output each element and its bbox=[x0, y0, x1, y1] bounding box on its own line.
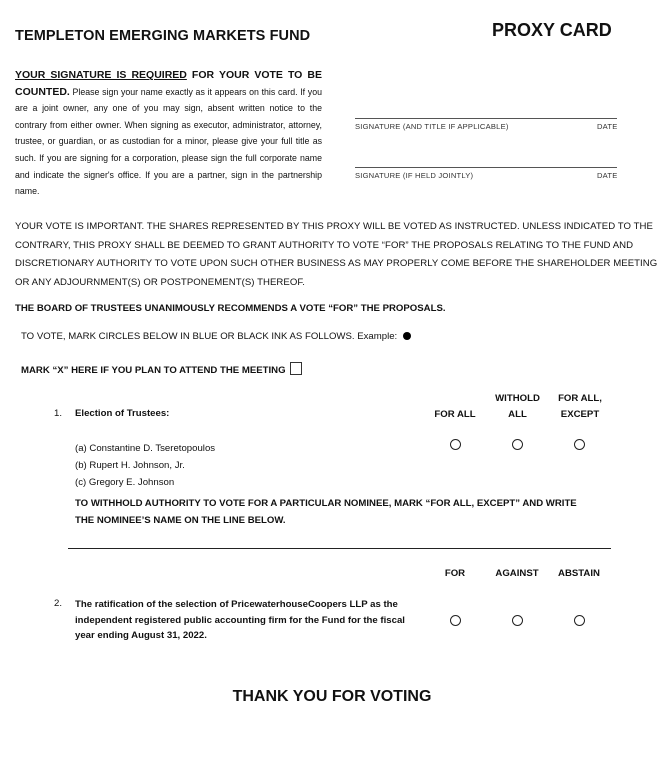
proposal-1-number: 1. bbox=[54, 408, 63, 419]
nominee-exception-line[interactable] bbox=[68, 548, 611, 549]
proposal-2-for-circle[interactable] bbox=[450, 615, 461, 626]
withhold-all-header: WITHOLD ALL bbox=[495, 393, 540, 420]
vote-important-paragraph: YOUR VOTE IS IMPORTANT. THE SHARES REPRESENTED BY THIS PROXY WILL BE VOTED AS INSTRUCTED. UNLESS INDICATED TO THE CONTRARY, THIS PROXY SHALL BE DEEMED TO GRANT AUTHORITY TO VOTE “FOR” THE PROPOSALS RELATING TO THE FUND AND DISCRETIONARY AUTHORITY TO VOTE UPON SUCH OTHER BUSINESS AS MAY PROPERLY COME BEFORE THE SHAREHOLDER MEETING OR ANY ADJOURNMENT(S) OR POSTPONEMENT(S) THEREOF. bbox=[15, 221, 658, 288]
proposal-2-label: The ratification of the selection of PricewaterhouseCoopers LLP as the independent registered public accounting firm for the Fund for the fiscal year ending August 31, 2022. bbox=[75, 599, 405, 642]
proposal-2-abstain-circle[interactable] bbox=[574, 615, 585, 626]
signature-instructions-body: Please sign your name exactly as it appears on this card. If you are a joint owner, any one of you may sign, absent written notice to the contrary from either owner. When signing as executor, administrator, attorney, trustee, or guardian, or as custodian for a minor, please give your full title as such. If you are signing for a corporation, please sign the full corporate name and indicate the signer's office. If you are a partner, sign in the partnership name. bbox=[15, 86, 322, 197]
for-all-header: FOR ALL bbox=[434, 409, 476, 420]
attend-meeting-checkbox[interactable] bbox=[290, 362, 302, 375]
proposal-2-against-circle[interactable] bbox=[512, 615, 523, 626]
date-label-1: DATE bbox=[597, 122, 618, 131]
fund-name: TEMPLETON EMERGING MARKETS FUND bbox=[15, 28, 311, 44]
card-title: PROXY CARD bbox=[492, 20, 612, 40]
for-header: FOR bbox=[444, 568, 466, 579]
filled-circle-example-icon bbox=[403, 332, 411, 340]
proposal-1-for-all-circle[interactable] bbox=[450, 439, 461, 450]
signature-instructions bbox=[15, 67, 322, 200]
attend-meeting bbox=[21, 362, 302, 376]
against-header: AGAINST bbox=[495, 568, 539, 579]
for-all-except-header: FOR ALL, EXCEPT bbox=[558, 393, 602, 420]
vote-instructions-text: TO VOTE, MARK CIRCLES BELOW IN BLUE OR BLACK INK AS FOLLOWS. Example: bbox=[21, 331, 398, 342]
thank-you-footer: THANK YOU FOR VOTING bbox=[232, 688, 432, 705]
signature-line-2-label: SIGNATURE (IF HELD JOINTLY) bbox=[355, 171, 474, 180]
proposal-1-withhold-all-circle[interactable] bbox=[512, 439, 523, 450]
nominee-a: (a) Constantine D. Tseretopoulos bbox=[75, 443, 216, 454]
proposal-1-label: Election of Trustees: bbox=[75, 408, 170, 419]
abstain-header: ABSTAIN bbox=[558, 568, 600, 579]
attend-meeting-label: MARK “X” HERE IF YOU PLAN TO ATTEND THE MEETING bbox=[21, 365, 286, 376]
signature-line-1[interactable] bbox=[355, 118, 617, 119]
signature-required-notice: YOUR SIGNATURE IS REQUIRED FOR YOUR VOTE TO BE COUNTED. bbox=[15, 69, 322, 98]
nominee-c: (c) Gregory E. Johnson bbox=[75, 477, 175, 488]
withhold-instructions: TO WITHHOLD AUTHORITY TO VOTE FOR A PARTICULAR NOMINEE, MARK “FOR ALL, EXCEPT” AND WRITE THE NOMINEE’S NAME ON THE LINE BELOW. bbox=[75, 498, 577, 526]
proposal-2-number: 2. bbox=[54, 598, 63, 609]
nominee-b: (b) Rupert H. Johnson, Jr. bbox=[75, 460, 185, 471]
signature-line-2[interactable] bbox=[355, 167, 617, 168]
date-label-2: DATE bbox=[597, 171, 618, 180]
board-recommendation: THE BOARD OF TRUSTEES UNANIMOUSLY RECOMMENDS A VOTE “FOR” THE PROPOSALS. bbox=[15, 303, 446, 314]
signature-line-1-label: SIGNATURE (AND TITLE IF APPLICABLE) bbox=[355, 122, 509, 131]
proposal-1-for-all-except-circle[interactable] bbox=[574, 439, 585, 450]
vote-instructions bbox=[21, 331, 411, 342]
